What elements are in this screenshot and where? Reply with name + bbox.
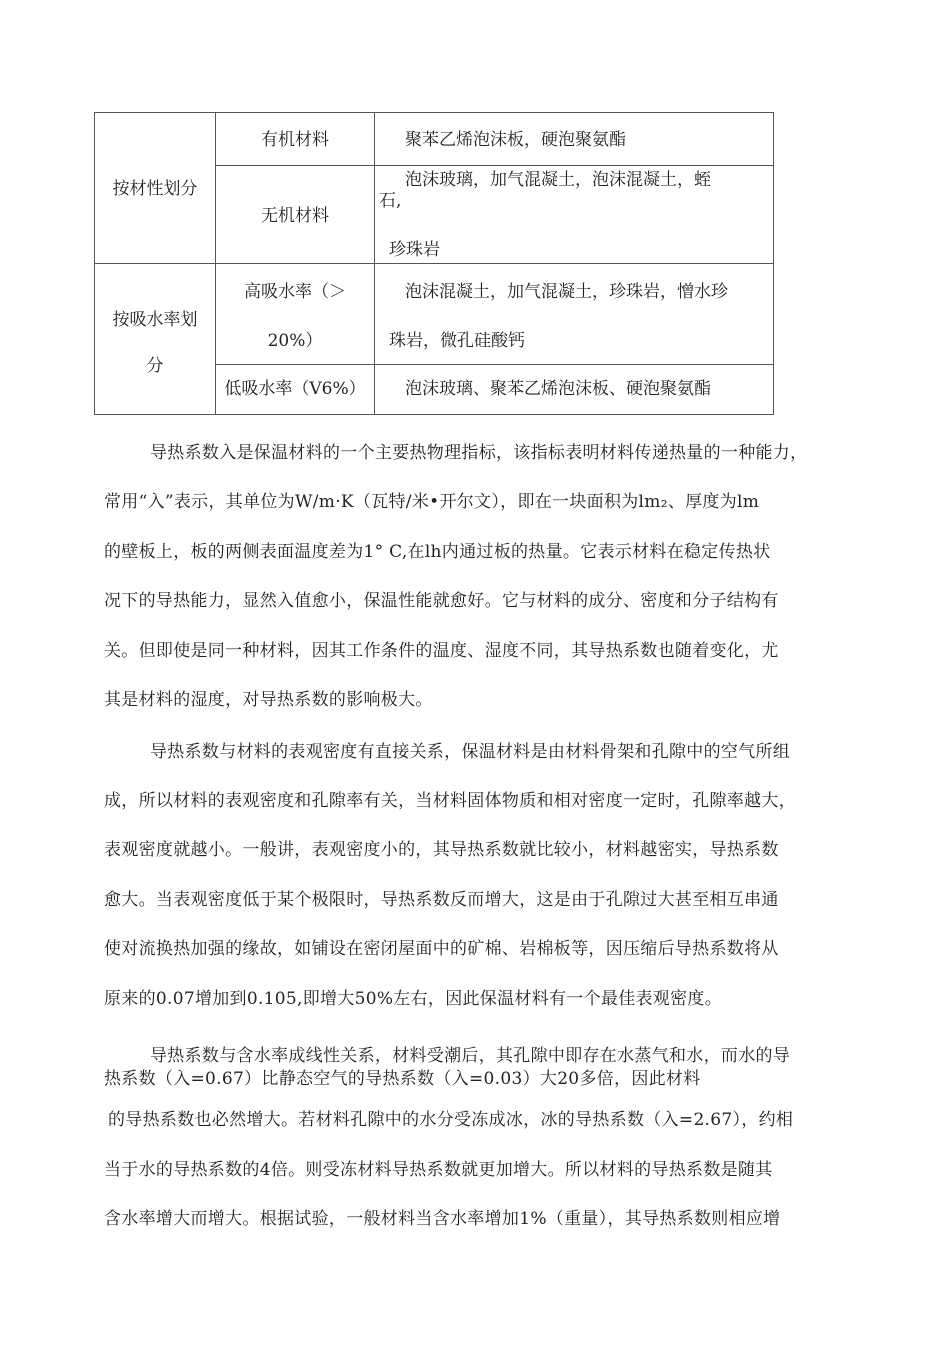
table-cell-row-header: 按吸水率划 [112, 310, 198, 330]
table-cell-row-header: 按材性划分 [112, 179, 198, 199]
table-cell-examples: 聚苯乙烯泡沫板，硬泡聚氨酯 [405, 130, 626, 150]
table-cell-examples: 泡沫玻璃，加气混凝土，泡沫混凝土，蛭 [405, 170, 711, 190]
paragraph-line: 导热系数与材料的表观密度有直接关系，保温材料是由材料骨架和孔隙中的空气所组 [150, 742, 791, 762]
table-cell-category: 高吸水率（＞ [244, 282, 346, 302]
table-cell-category: 20%） [267, 331, 323, 351]
paragraph-line: 成，所以材料的表观密度和孔隙率有关，当材料固体物质和相对密度一定时，孔隙率越大， [104, 791, 796, 811]
paragraph-line: 表观密度就越小。一般讲，表观密度小的，其导热系数就比较小，材料越密实，导热系数 [104, 840, 779, 860]
table-cell-examples: 珍珠岩 [389, 240, 440, 260]
paragraph-line: 热系数（入=0.67）比静态空气的导热系数（入=0.03）大20多倍，因此材料 [104, 1069, 701, 1089]
paragraph-line: 的壁板上，板的两侧表面温度差为1° C,在lh内通过板的热量。它表示材料在稳定传热状 [104, 542, 771, 562]
paragraph-line: 导热系数入是保温材料的一个主要热物理指标，该指标表明材料传递热量的一种能力， [150, 443, 808, 463]
paragraph-line: 常用“入”表示，其单位为W/m·K（瓦特/米•开尔文），即在一块面积为lm₂、厚度为lm [104, 492, 760, 512]
paragraph-line: 愈大。当表观密度低于某个极限时，导热系数反而增大，这是由于孔隙过大甚至相互串通 [104, 890, 779, 910]
table-cell-examples: 石, [379, 191, 402, 211]
paragraph-line: 的导热系数也必然增大。若材料孔隙中的水分受冻成冰，冰的导热系数（入=2.67），约相 [108, 1110, 794, 1130]
table-cell-category: 无机材料 [261, 206, 329, 226]
table-cell-examples: 珠岩，微孔硅酸钙 [389, 331, 525, 351]
table-cell-category: 低吸水率（V6%） [224, 379, 366, 399]
paragraph-line: 导热系数与含水率成线性关系，材料受潮后，其孔隙中即存在水蒸气和水，而水的导 [150, 1046, 791, 1066]
classification-table [94, 112, 774, 415]
table-cell-examples: 泡沫玻璃、聚苯乙烯泡沫板、硬泡聚氨酯 [405, 379, 711, 399]
paragraph-line: 使对流换热加强的缘故，如铺设在密闭屋面中的矿棉、岩棉板等，因压缩后导热系数将从 [104, 939, 779, 959]
paragraph-line: 其是材料的湿度，对导热系数的影响极大。 [104, 690, 433, 710]
table-rule [215, 113, 216, 415]
table-cell-category: 有机材料 [261, 130, 329, 150]
paragraph-line: 含水率增大而增大。根据试验，一般材料当含水率增加1%（重量），其导热系数则相应增 [104, 1209, 781, 1229]
table-rule [374, 113, 375, 415]
table-cell-row-header: 分 [146, 356, 164, 376]
table-rule [215, 364, 774, 365]
paragraph-line: 关。但即使是同一种材料，因其工作条件的温度、湿度不同，其导热系数也随着变化，尤 [104, 641, 779, 661]
table-rule [95, 263, 774, 264]
table-cell-examples: 泡沫混凝土，加气混凝土，珍珠岩，憎水珍 [405, 282, 728, 302]
paragraph-line: 当于水的导热系数的4倍。则受冻材料导热系数就更加增大。所以材料的导热系数是随其 [104, 1160, 773, 1180]
paragraph-line: 况下的导热能力，显然入值愈小，保温性能就愈好。它与材料的成分、密度和分子结构有 [104, 591, 779, 611]
paragraph-line: 原来的0.07增加到0.105,即增大50%左右，因此保温材料有一个最佳表观密度。 [104, 989, 723, 1009]
table-rule [215, 165, 774, 166]
